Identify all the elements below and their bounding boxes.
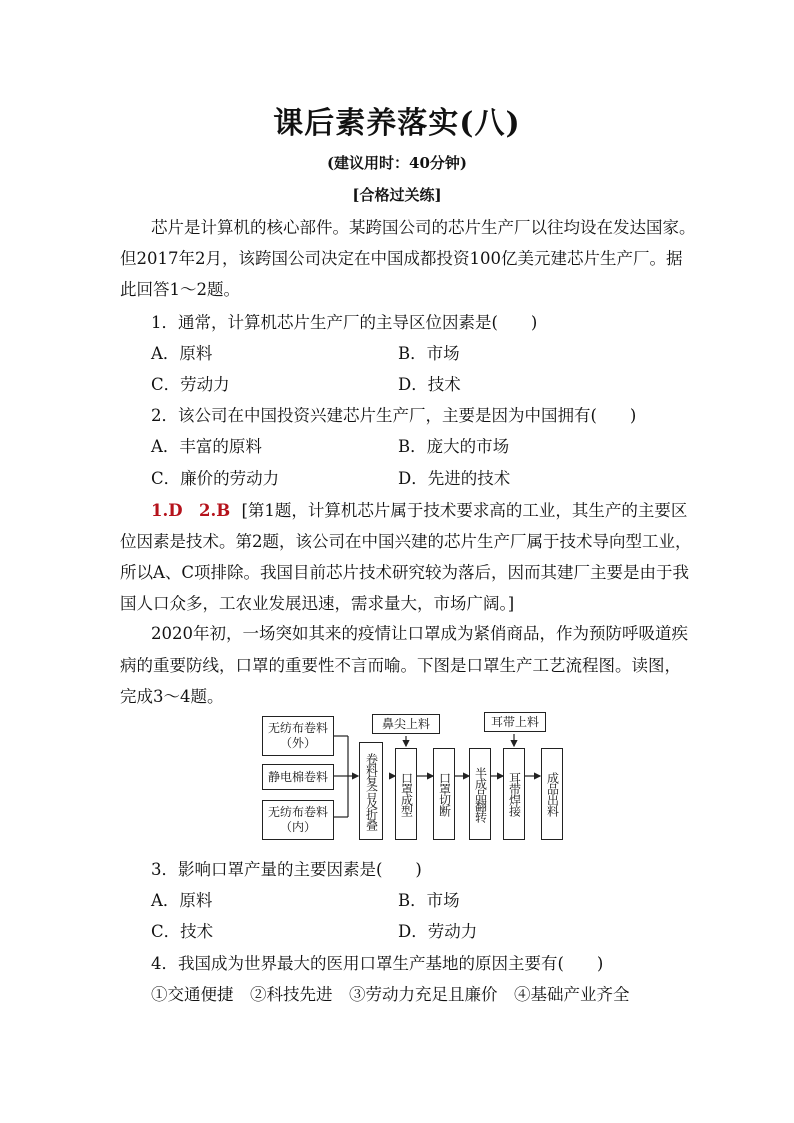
q1-option-c: C．劳动力 — [151, 375, 230, 394]
q2-option-b: B．庞大的市场 — [398, 437, 510, 456]
flow-step-flip: 半成品翻转 — [469, 748, 491, 840]
section-heading: [合格过关练] — [352, 186, 442, 204]
q2-option-d: D．先进的技术 — [398, 469, 511, 488]
flow-input-inner-fabric — [262, 800, 334, 840]
flow-input-outer-fabric — [262, 716, 334, 756]
flow-input-electrostatic-cotton: 静电棉卷料 — [262, 764, 334, 790]
mask-production-flowchart — [258, 712, 568, 846]
q3-option-b: B．市场 — [398, 891, 460, 910]
flow-step-compound-fold: 卷料复合及折叠 — [359, 742, 383, 840]
q3-option-c: C．技术 — [151, 922, 214, 941]
q2-option-c: C．廉价的劳动力 — [151, 469, 280, 488]
suggested-time: (建议用时：40分钟) — [326, 154, 468, 172]
q1-option-d: D．技术 — [398, 375, 461, 394]
page-title: 课后素养落实(八) — [273, 106, 521, 141]
q4-choices: ①交通便捷 ②科技先进 ③劳动力充足且廉价 ④基础产业齐全 — [151, 985, 630, 1004]
flow-step-output: 成品出料 — [541, 748, 563, 840]
answer-line: 位因素是技术。第2题，该公司在中国兴建的芯片生产厂属于技术导向型工业， — [120, 532, 692, 551]
intro1-line: 但2017年2月，该跨国公司决定在中国成都投资100亿美元建芯片生产厂。据 — [120, 249, 683, 268]
flow-feed-nose-clip: 鼻尖上料 — [372, 714, 440, 734]
intro1-line: 芯片是计算机的核心部件。某跨国公司的芯片生产厂以往均设在发达国家。 — [151, 218, 696, 237]
answer-keys: 1.D 2.B — [151, 501, 231, 520]
answer-line: 所以A、C项排除。我国目前芯片技术研究较为落后，因而其建厂主要是由于我 — [120, 563, 690, 582]
q2-option-a: A．丰富的原料 — [151, 437, 262, 456]
flow-step-forming: 口罩成型 — [395, 748, 417, 840]
q1-option-b: B．市场 — [398, 344, 460, 363]
question-2-stem: 2．该公司在中国投资兴建芯片生产厂，主要是因为中国拥有( ) — [151, 406, 637, 425]
q3-option-d: D．劳动力 — [398, 922, 478, 941]
question-1-stem: 1．通常，计算机芯片生产厂的主导区位因素是( ) — [151, 313, 538, 332]
answer-explanation: [第1题，计算机芯片属于技术要求高的工业，其生产的主要区 — [241, 501, 688, 520]
flow-feed-ear-loop: 耳带上料 — [484, 712, 546, 732]
flow-label: 无纺布卷料 — [267, 721, 328, 735]
intro2-line: 完成3～4题。 — [120, 687, 224, 706]
intro2-line: 2020年初，一场突如其来的疫情让口罩成为紧俏商品，作为预防呼吸道疾 — [151, 624, 688, 643]
question-3-stem: 3．影响口罩产量的主要因素是( ) — [151, 860, 422, 879]
q1-option-a: A．原料 — [151, 344, 213, 363]
intro1-line: 此回答1～2题。 — [120, 280, 240, 299]
answer-line: 国人口众多，工农业发展迅速，需求量大，市场广阔。] — [120, 594, 515, 613]
flow-label: 无纺布卷料 — [267, 805, 328, 819]
flow-step-ear-weld: 耳带焊接 — [503, 748, 525, 840]
intro2-line: 病的重要防线，口罩的重要性不言而喻。下图是口罩生产工艺流程图。读图， — [120, 656, 681, 675]
question-4-stem: 4．我国成为世界最大的医用口罩生产基地的原因主要有( ) — [151, 954, 604, 973]
flow-label: （内） — [279, 820, 316, 834]
flow-label: （外） — [279, 736, 316, 750]
flow-step-cutting: 口罩切断 — [433, 748, 455, 840]
q3-option-a: A．原料 — [151, 891, 213, 910]
answer-1-2 — [151, 497, 687, 521]
